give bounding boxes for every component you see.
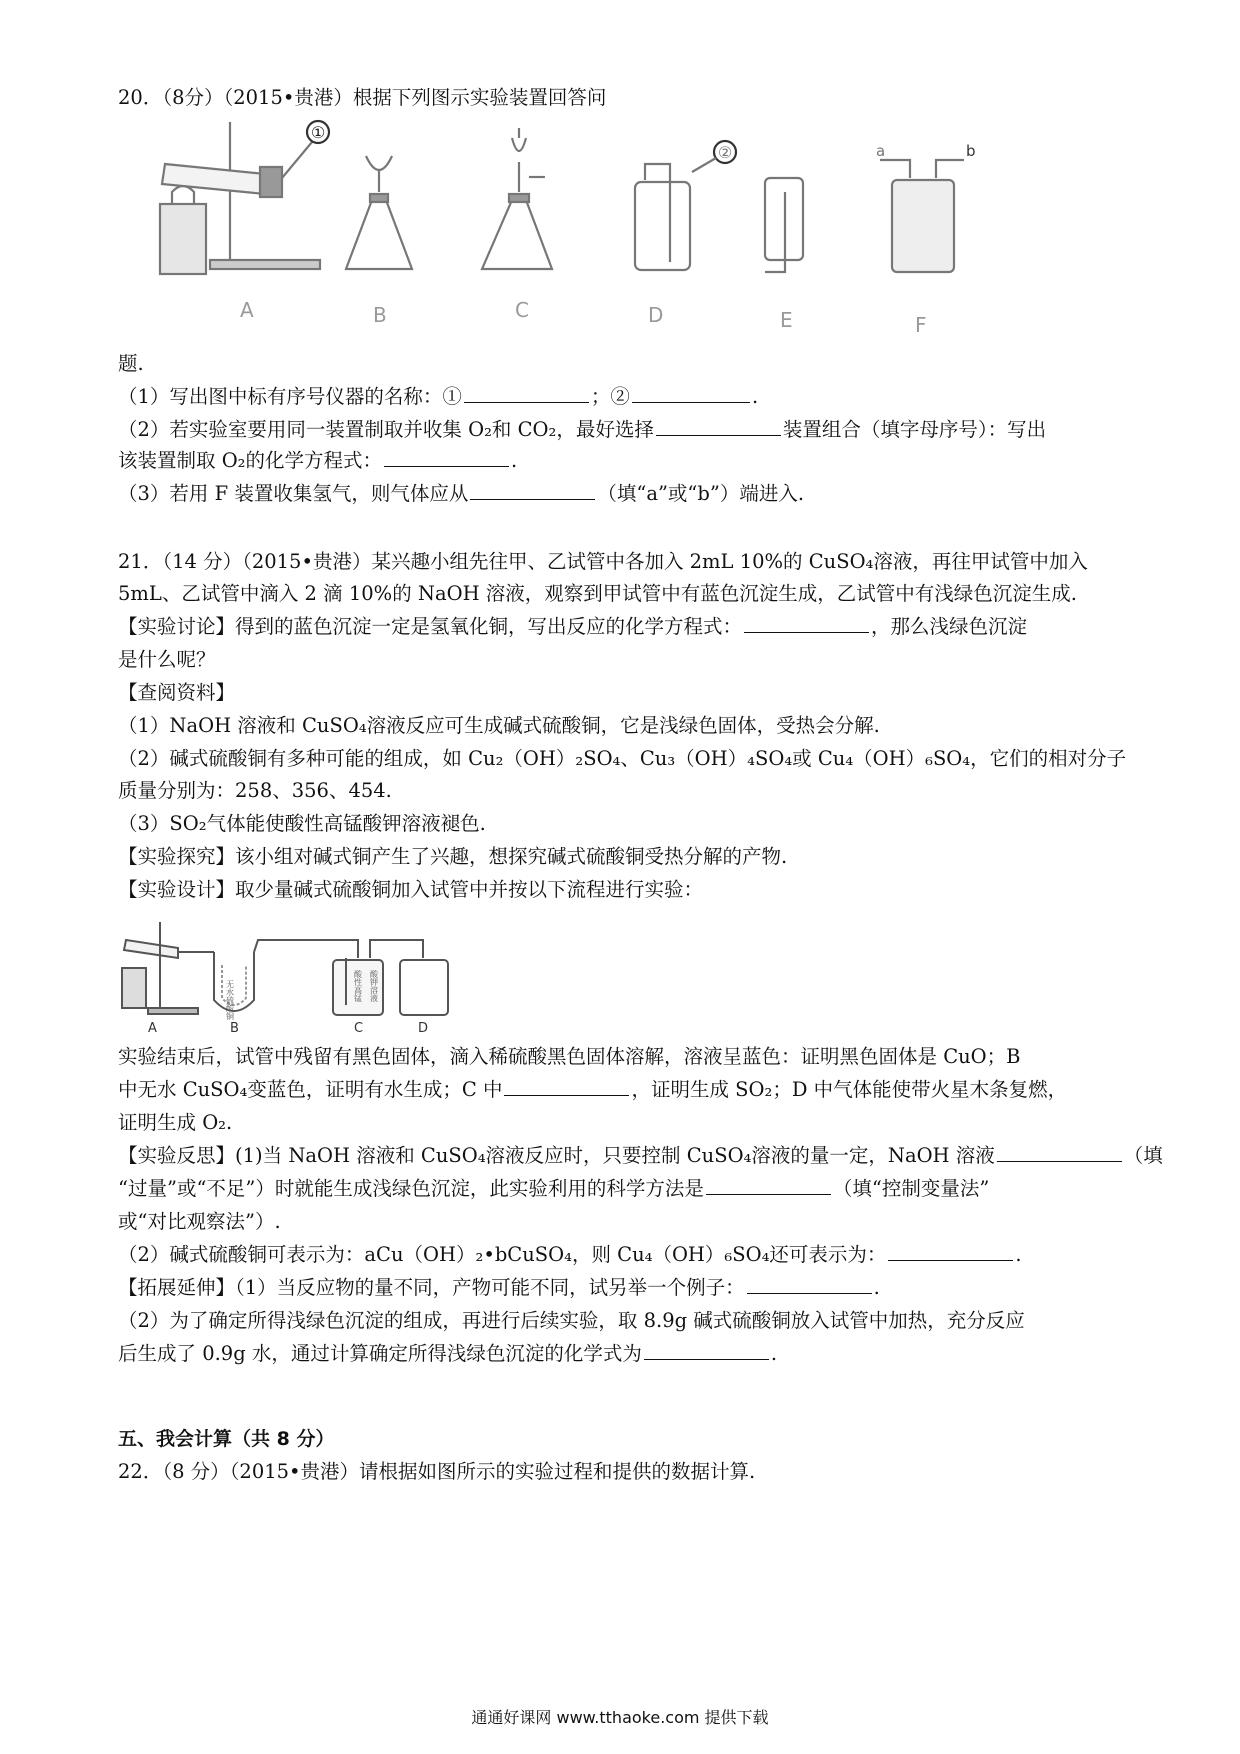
q21-line-17: 或“对比观察法”）. bbox=[118, 1210, 281, 1233]
page-footer: 通通好课网 www.tthaoke.com 提供下载 bbox=[471, 1708, 769, 1727]
q21-line-4: 是什么呢？ bbox=[118, 648, 216, 671]
q20-label-b: B bbox=[373, 303, 387, 327]
answer-blank[interactable] bbox=[744, 614, 869, 633]
answer-blank[interactable] bbox=[384, 448, 509, 467]
answer-blank[interactable] bbox=[888, 1242, 1013, 1261]
q21-line-6: （1）NaOH 溶液和 CuSO₄溶液反应可生成碱式硫酸铜，它是浅绿色固体，受热会分解. bbox=[118, 714, 880, 737]
q21-fig-reagent-c1: 酸性高锰 bbox=[353, 970, 363, 1002]
q21-line-10: 【实验探究】该小组对碱式铜产生了兴趣，想探究碱式硫酸铜受热分解的产物. bbox=[118, 845, 788, 868]
q20-sub1: （1）写出图中标有序号仪器的名称：① ；② . bbox=[118, 385, 759, 408]
q22-heading: 22．（8 分）（2015•贵港）请根据如图所示的实验过程和提供的数据计算. bbox=[118, 1460, 756, 1483]
q20-sub2: （2）若实验室要用同一装置制取并收集 O₂和 CO₂，最好选择 装置组合（填字母序号）：写出 bbox=[118, 418, 1047, 441]
answer-blank[interactable] bbox=[644, 1341, 769, 1360]
q20-sub3: （3）若用 F 装置收集氢气，则气体应从 （填“a”或“b”）端进入. bbox=[118, 482, 805, 505]
q21-line-11: 【实验设计】取少量碱式硫酸铜加入试管中并按以下流程进行实验： bbox=[118, 878, 704, 901]
q21-line-1: 21．（14 分）（2015•贵港）某兴趣小组先往甲、乙试管中各加入 2mL 10%的 CuSO₄溶液，再往甲试管中加入 bbox=[118, 550, 1088, 573]
q20-label-a: A bbox=[240, 298, 254, 322]
q20-port-b: b bbox=[966, 142, 976, 160]
q21-line-18: （2）碱式硫酸铜可表示为：aCu（OH）₂•bCuSO₄，则 Cu₄（OH）₆SO₄还可表示为： . bbox=[118, 1243, 1022, 1266]
answer-blank[interactable] bbox=[747, 1275, 872, 1294]
q21-line-21: 后生成了 0.9g 水，通过计算确定所得浅绿色沉淀的化学式为 . bbox=[118, 1342, 778, 1365]
q20-sub2-cont: 该装置制取 O₂的化学方程式： . bbox=[118, 449, 518, 472]
q21-fig-label-d: D bbox=[418, 1021, 429, 1035]
q21-line-13: 中无水 CuSO₄变蓝色，证明有水生成；C 中 ，证明生成 SO₂；D 中气体能使带火星木条复燃， bbox=[118, 1078, 1068, 1101]
q21-fig-reagent-c2: 酸钾溶液 bbox=[369, 970, 379, 1002]
q20-marker-1: ① bbox=[310, 123, 326, 142]
q21-line-16: “过量”或“不足”）时就能生成浅绿色沉淀，此实验利用的科学方法是 （填“控制变量法” bbox=[118, 1177, 990, 1200]
q20-label-f: F bbox=[915, 313, 927, 337]
q21-line-20: （2）为了确定所得浅绿色沉淀的组成，再进行后续实验，取 8.9g 碱式硫酸铜放入试管中加热，充分反应 bbox=[118, 1309, 1025, 1332]
q20-label-c: C bbox=[515, 298, 529, 322]
q20-marker-2: ② bbox=[717, 143, 733, 162]
q21-line-15: 【实验反思】(1)当 NaOH 溶液和 CuSO₄溶液反应时，只要控制 CuSO₄溶液的量一定，NaOH 溶液 （填 bbox=[118, 1144, 1163, 1167]
answer-blank[interactable] bbox=[632, 384, 750, 403]
q20-port-a: a bbox=[876, 142, 886, 160]
answer-blank[interactable] bbox=[656, 417, 781, 436]
q21-fig-label-c: C bbox=[354, 1021, 364, 1035]
answer-blank[interactable] bbox=[464, 384, 589, 403]
q20-apparatus-figure bbox=[140, 112, 1100, 370]
answer-blank[interactable] bbox=[997, 1143, 1122, 1162]
q21-fig-label-b: B bbox=[230, 1021, 239, 1035]
q21-line-2: 5mL、乙试管中滴入 2 滴 10%的 NaOH 溶液，观察到甲试管中有蓝色沉淀生成，乙试管中有浅绿色沉淀生成. bbox=[118, 582, 1077, 605]
q20-heading-tail: 题. bbox=[118, 352, 144, 375]
answer-blank[interactable] bbox=[706, 1176, 831, 1195]
section-5-title: 五、我会计算（共 8 分） bbox=[118, 1428, 335, 1450]
q21-line-3: 【实验讨论】得到的蓝色沉淀一定是氢氧化铜，写出反应的化学方程式： ，那么浅绿色沉淀 bbox=[118, 615, 1028, 638]
q20-heading: 20．（8分）（2015•贵港）根据下列图示实验装置回答问 bbox=[118, 86, 607, 109]
q21-line-14: 证明生成 O₂. bbox=[118, 1111, 233, 1134]
q21-line-19: 【拓展延伸】（1）当反应物的量不同，产物可能不同，试另举一个例子： . bbox=[118, 1276, 880, 1299]
answer-blank[interactable] bbox=[470, 481, 595, 500]
q21-line-7: （2）碱式硫酸铜有多种可能的组成，如 Cu₂（OH）₂SO₄、Cu₃（OH）₄SO₄或 Cu₄（OH）₆SO₄，它们的相对分子 bbox=[118, 747, 1127, 770]
q21-flow-figure bbox=[118, 910, 498, 1035]
q20-label-d: D bbox=[648, 303, 664, 327]
q21-line-12: 实验结束后，试管中残留有黑色固体，滴入稀硫酸黑色固体溶解，溶液呈蓝色：证明黑色固体是 CuO；B bbox=[118, 1045, 1021, 1068]
q21-line-5: 【查阅资料】 bbox=[118, 681, 236, 704]
answer-blank[interactable] bbox=[504, 1077, 629, 1096]
q21-fig-label-a: A bbox=[148, 1021, 157, 1035]
q21-line-9: （3）SO₂气体能使酸性高锰酸钾溶液褪色. bbox=[118, 812, 486, 835]
q20-label-e: E bbox=[780, 308, 793, 332]
q21-fig-reagent-b: 无水硫酸铜 bbox=[225, 980, 235, 1020]
q21-line-8: 质量分别为：258、356、454. bbox=[118, 779, 392, 802]
